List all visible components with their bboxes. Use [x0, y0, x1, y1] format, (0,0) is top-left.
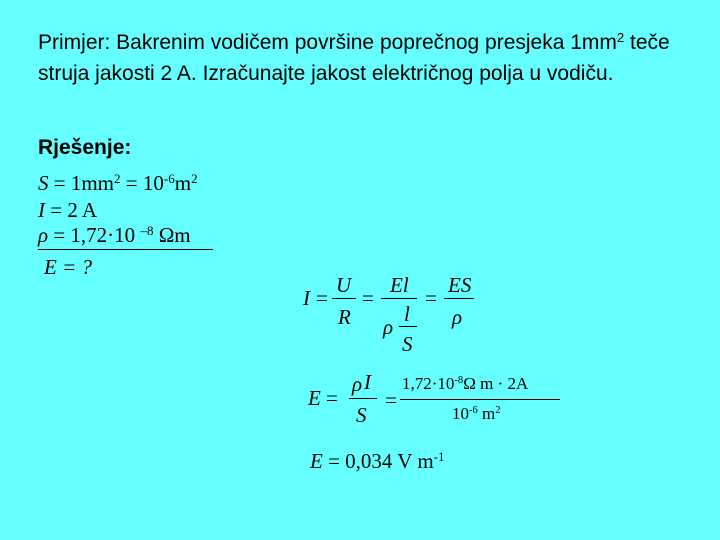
- given-s-sup-b: -6: [163, 170, 175, 186]
- formula2-lhs: E: [308, 386, 321, 410]
- formula2-f2-den-sup: -6: [469, 405, 478, 417]
- formula1-eq1: =: [316, 286, 328, 310]
- given-rho-text-b: Ωm: [153, 223, 191, 247]
- given-resistivity: [38, 223, 191, 248]
- formula1-f2-den-s: S: [402, 332, 413, 356]
- formula2-f1-den: S: [356, 403, 367, 427]
- formula2-f2-num-a: 1,72·10: [402, 374, 455, 393]
- formula1-f2-den-rho: ρ: [383, 315, 394, 339]
- formula2-f1-num-rho: ρ: [352, 372, 363, 396]
- problem-statement: [38, 28, 688, 88]
- given-unknown-text: = ?: [56, 255, 92, 279]
- problem-text-a: : Bakrenim vodičem površine poprečnog presjeka 1mm: [104, 31, 617, 54]
- given-unknown: [44, 255, 92, 280]
- formula2-f2-bar: [400, 399, 560, 400]
- formula2-f2-num-sup: -8: [454, 375, 464, 387]
- formula1-f3-num: ES: [448, 273, 472, 297]
- given-i-text: = 2 A: [45, 198, 98, 222]
- formula1-eq3: =: [425, 286, 437, 310]
- result-sup: -1: [433, 448, 445, 464]
- given-s-symbol: S: [38, 171, 49, 195]
- problem-sup: 2: [616, 29, 625, 45]
- result: [310, 449, 445, 474]
- formula2-f2-num-b: Ω m · 2A: [463, 374, 529, 393]
- given-current: [38, 198, 97, 223]
- formula1-f3-bar: [444, 298, 474, 299]
- formula2-f2-den-sup2: 2: [495, 405, 501, 417]
- formula1-lhs: I: [303, 286, 310, 310]
- formula2-eq2: =: [385, 388, 397, 412]
- formula1-eq2: =: [362, 286, 374, 310]
- formula2-f2-num: [402, 374, 528, 394]
- formula2-f2-den-a: 10: [452, 404, 469, 423]
- given-s-text-a: = 1mm: [48, 171, 115, 195]
- formula1-f2-den-l: l: [404, 302, 410, 326]
- formula1-f1-bar: [332, 298, 356, 299]
- formula1-f2-bar: [381, 298, 417, 299]
- given-rho-symbol: ρ: [38, 223, 49, 247]
- given-i-symbol: I: [38, 198, 45, 222]
- solution-heading: Rješenje:: [38, 136, 132, 159]
- given-s-text-c: m: [174, 171, 192, 195]
- result-symbol: E: [310, 449, 323, 473]
- given-rho-text-a: = 1,72·10: [48, 223, 141, 247]
- problem-label: Primjer: [38, 31, 105, 54]
- formula1-f2-num: El: [390, 273, 409, 297]
- given-s-sup-c: 2: [191, 170, 198, 186]
- formula1-f2-inner-bar: [399, 326, 417, 327]
- formula1-f1-num: U: [336, 273, 352, 297]
- result-text-a: = 0,034 V m: [322, 449, 434, 473]
- given-s-sup-a: 2: [114, 170, 121, 186]
- problem-text-b: teče struja jakosti 2 A. Izračunajte jakost električnog polja u vodiču.: [38, 31, 670, 85]
- formula2-f2-den: [452, 404, 501, 424]
- formula1-f1-den: R: [338, 305, 351, 329]
- formula2-f1-bar: [349, 398, 377, 399]
- formula2-eq1: =: [326, 386, 338, 410]
- formula1-f3-den: ρ: [452, 305, 463, 329]
- formula2-f1-num-i: I: [364, 370, 371, 394]
- given-unknown-symbol: E: [44, 255, 57, 279]
- formula2-f2-den-b: m: [477, 404, 496, 423]
- given-rho-sup: –8: [140, 222, 154, 238]
- given-area: [38, 171, 198, 196]
- given-s-text-b: = 10: [120, 171, 164, 195]
- given-divider: [38, 249, 213, 250]
